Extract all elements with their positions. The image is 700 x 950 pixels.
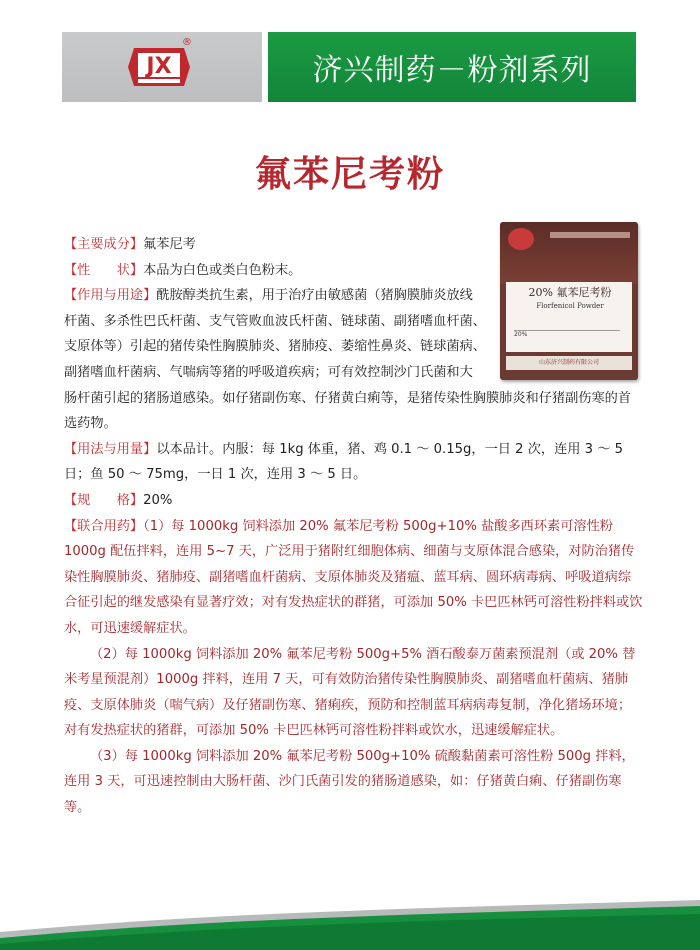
- appearance-label: 【性 状】: [64, 262, 144, 278]
- appearance-row: [64, 258, 482, 284]
- footer-swoosh: [0, 898, 700, 950]
- function-line-2: 杆菌、多杀性巴氏杆菌、支气管败血波氏杆菌、链球菌、副猪嗜血杆菌、: [64, 313, 486, 329]
- package-english-name: Florfenicol Powder: [536, 302, 604, 310]
- spec-text: 20%: [143, 492, 173, 508]
- usage-label: 【用法与用量】: [64, 441, 157, 457]
- combo-paragraph-2: （2）每 1000kg 饲料添加 20% 氟苯尼考粉 500g+5% 酒石酸泰万菌素预混剂（或 20% 替米考星预混剂）1000g 拌料，连用 7 天，可有效防治猪传染性胸膜肺炎、副猪嗜血杆菌病、猪肺疫、支原体肺炎（喘气病）及仔猪副伤寒、猪痢疾，预防和控制蓝耳病病毒复制，净化猪场环境；对有发热症状的猪群，可添加 50% 卡巴匹林钙可溶性粉拌料或饮水，迅速缓解症状。: [64, 646, 636, 739]
- combo-paragraph-1: （1）每 1000kg 饲料添加 20% 氟苯尼考粉 500g+10% 盐酸多西环素可溶性粉 1000g 配伍拌料，连用 5~7 天，广泛用于猪附红细胞体病、细菌与支原体混合感染，对防治猪传染性胸膜肺炎、猪肺疫、副猪嗜血杆菌病、支原体肺炎及猪瘟、蓝耳病、圆环病毒病、呼吸道病综合征引起的继发感染有显著疗效；对有发热症状的群猪，可添加 50% 卡巴匹林钙可溶性粉拌料或饮水，可迅速缓解症状。: [64, 518, 643, 636]
- usage-text: 以本品计。内服：每 1kg 体重，猪、鸡 0.1 ～ 0.15g，一日 2 次，连用 3 ～ 5 日；鱼 50 ～ 75mg，一日 1 次，连用 3 ～ 5 日。: [64, 441, 624, 483]
- product-title: 氟苯尼考粉: [254, 154, 445, 195]
- spec-label: 【规 格】: [64, 492, 144, 508]
- function-line-4: 副猪嗜血杆菌病、气喘病等猪的呼吸道疾病；可有效控制沙门氏菌和大: [64, 364, 473, 380]
- spec-row: [64, 488, 644, 514]
- usage-row: [64, 437, 644, 488]
- function-line-1: 酰胺醇类抗生素，用于治疗由敏感菌（猪胸膜肺炎放线: [156, 288, 473, 304]
- ingredient-text: 氟苯尼考: [143, 237, 196, 252]
- ingredient-label: 【主要成分】: [64, 237, 144, 252]
- combo-row-1: [64, 514, 644, 642]
- function-label: 【作用与用途】: [64, 288, 157, 304]
- combo-label: 【联合用药】: [64, 518, 144, 534]
- package-spec: 20%: [514, 330, 620, 343]
- header-title: 济兴制药－粉剂系列: [312, 53, 592, 88]
- function-rest: 肠杆菌引起的猪肠道感染。如仔猪副伤寒、仔猪黄白痢等，是猪传染性胸膜肺炎和仔猪副伤寒的首选药物。: [64, 390, 632, 432]
- logo-text: JX: [146, 54, 172, 79]
- ingredient-row: [64, 232, 482, 258]
- function-line-3: 支原体等）引起的猪传染性胸膜肺炎、猪肺疫、萎缩性鼻炎、链球菌病、: [64, 339, 486, 355]
- company-logo-icon: [126, 42, 192, 92]
- package-name: 20% 氟苯尼考粉: [528, 286, 612, 299]
- product-description: [64, 232, 644, 821]
- header-banner: [268, 32, 636, 102]
- combo-paragraph-3: （3）每 1000kg 饲料添加 20% 氟苯尼考粉 500g+10% 硫酸黏菌素可溶性粉 500g 拌料，连用 3 天，可迅速控制由大肠杆菌、沙门氏菌引发的猪肠道感染，如：仔猪黄白痢、仔猪副伤寒等。: [64, 748, 635, 816]
- function-row: [64, 283, 644, 437]
- appearance-text: 本品为白色或类白色粉末。: [143, 262, 302, 278]
- registered-mark: ®: [182, 37, 192, 48]
- package-maker: 山东济兴制药有限公司: [506, 356, 632, 370]
